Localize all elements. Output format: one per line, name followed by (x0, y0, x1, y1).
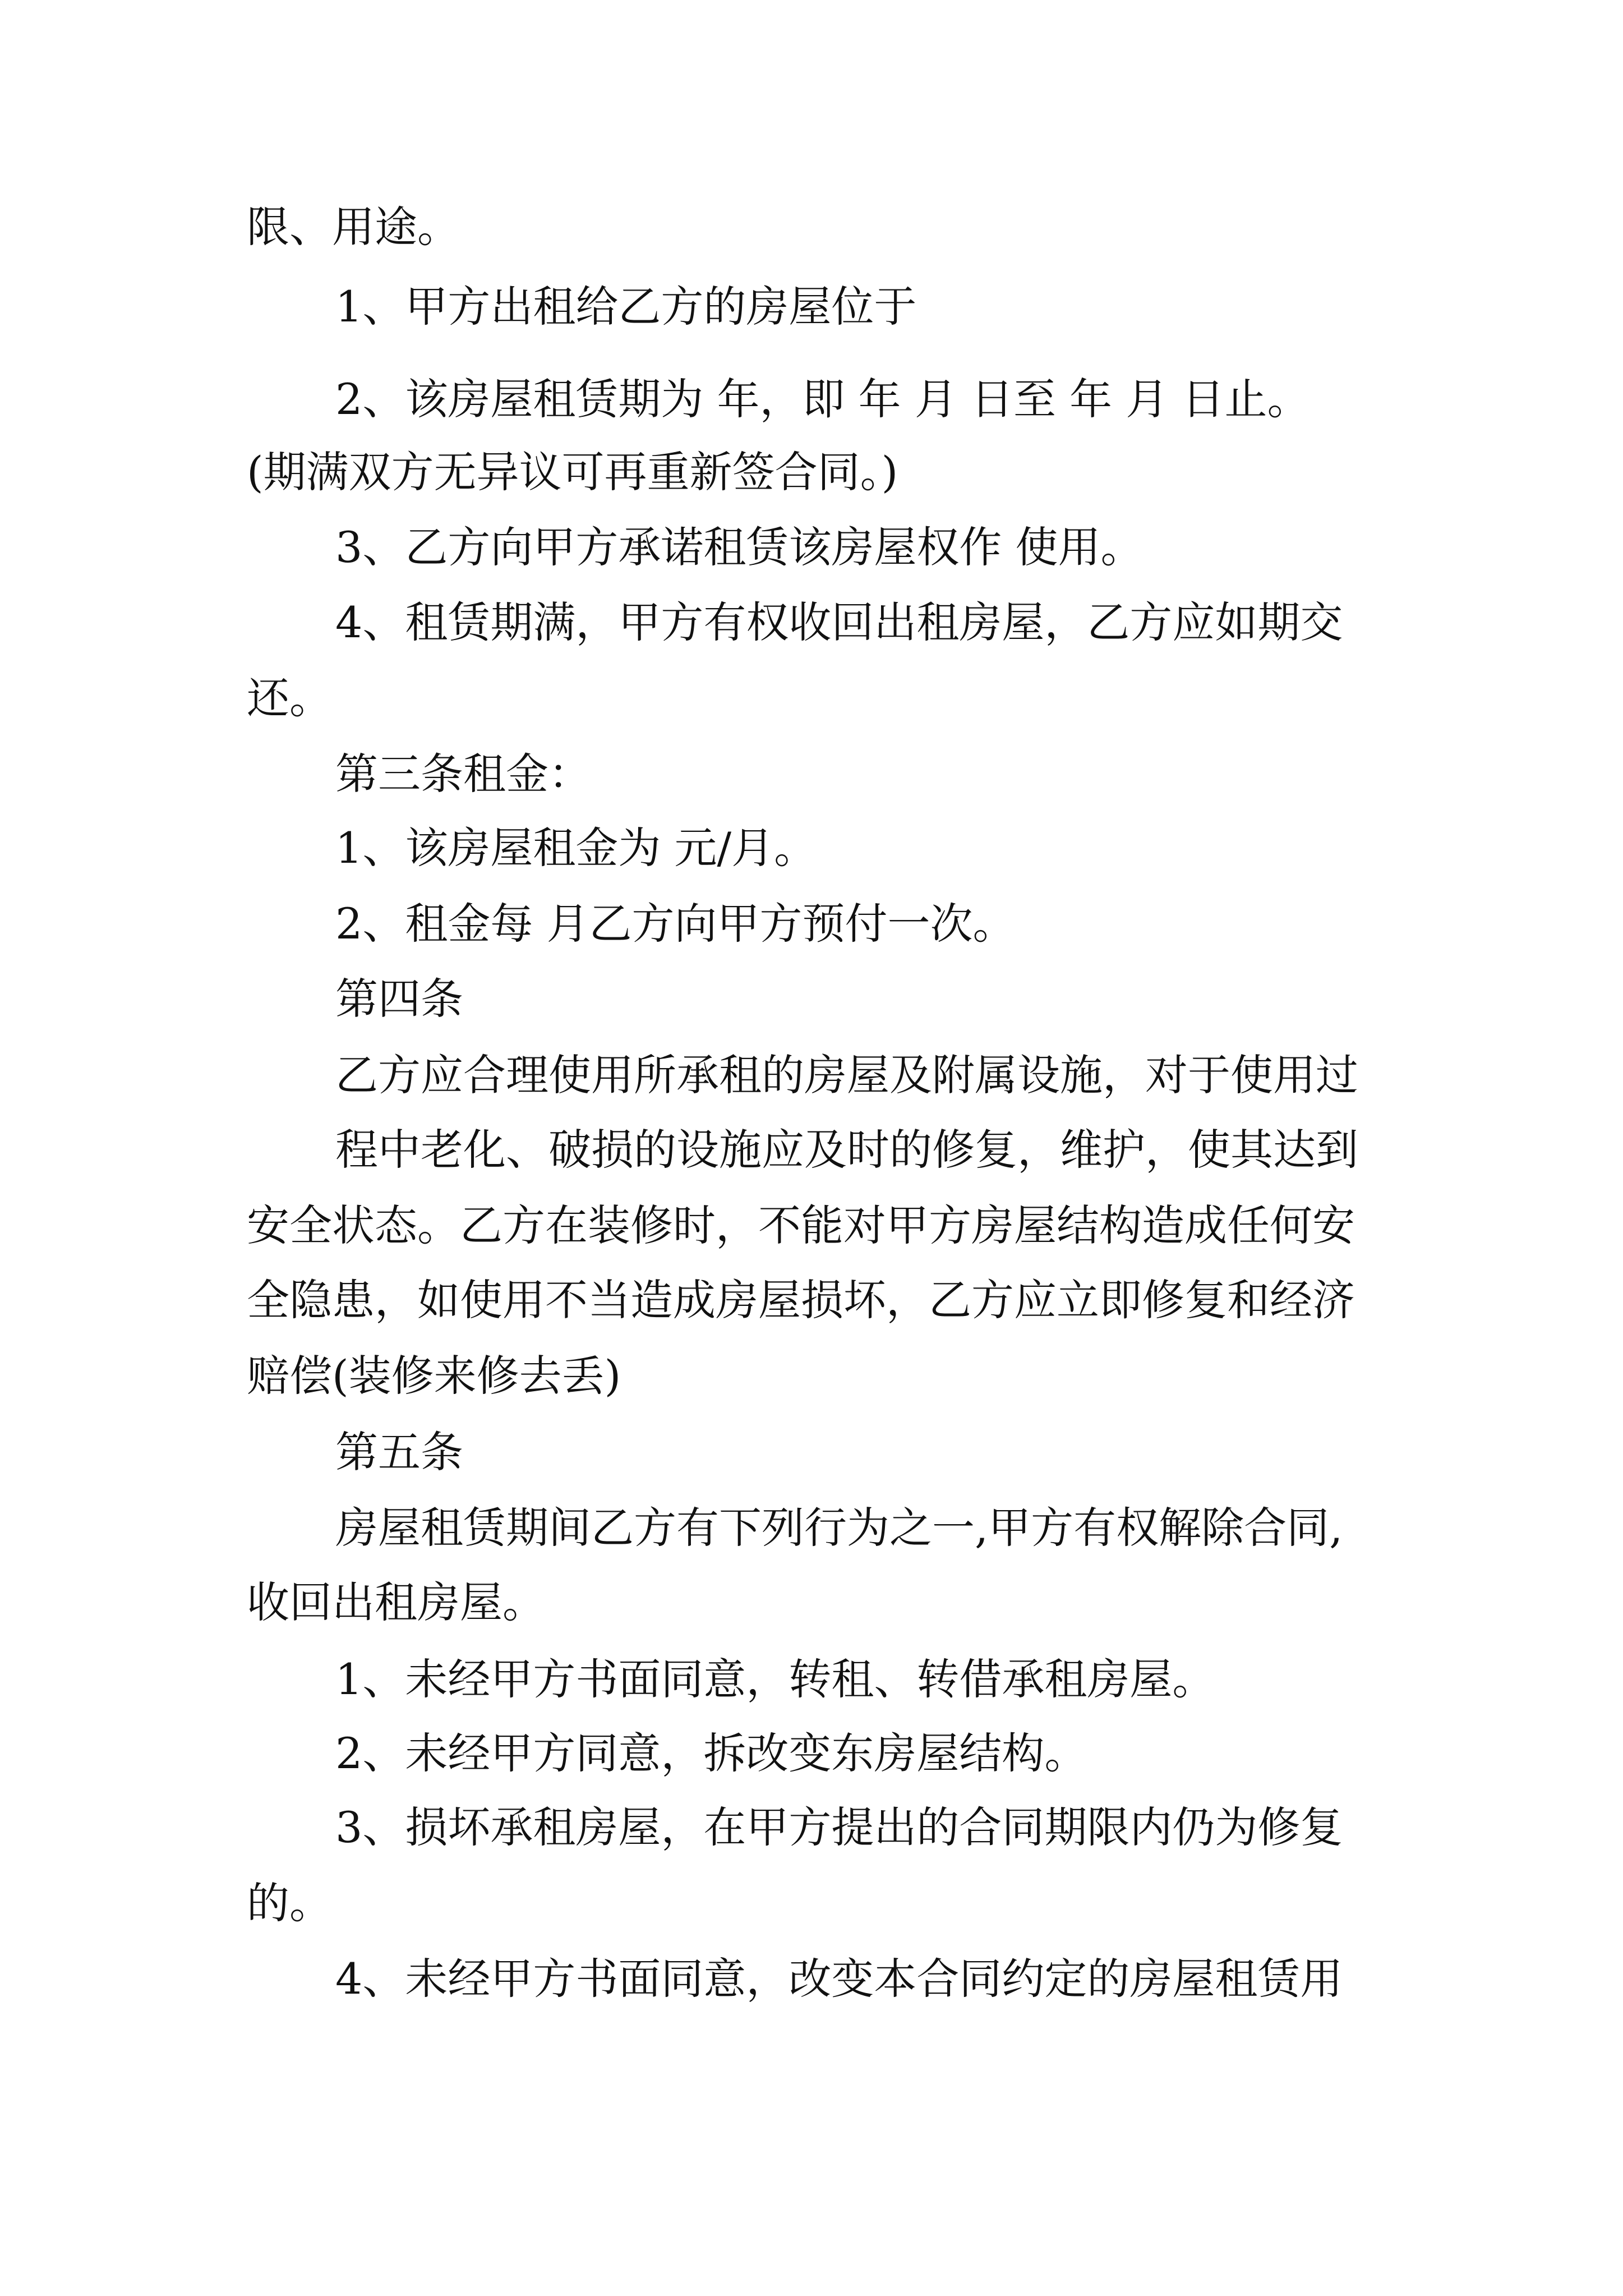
text-line-20: 1、未经甲方书面同意，转租、转借承租房屋。 (335, 1654, 1215, 1704)
text-line-22: 3、损坏承租房屋，在甲方提出的合同期限内仍为修复 (335, 1802, 1343, 1852)
text-line-18: 房屋租赁期间乙方有下列行为之一,甲方有权解除合同, (335, 1503, 1343, 1553)
text-line-5: 3、乙方向甲方承诺租赁该房屋权作 使用。 (335, 522, 1144, 572)
text-line-21: 2、未经甲方同意，拆改变东房屋结构。 (335, 1728, 1087, 1778)
text-line-3: 2、该房屋租赁期为 年，即 年 月 日至 年 月 日止。 (335, 374, 1310, 424)
text-line-11: 第四条 (335, 974, 463, 1024)
text-line-2: 1、甲方出租给乙方的房屋位于 (335, 282, 917, 332)
text-line-16: 赔偿(装修来修去丢) (247, 1351, 621, 1401)
text-line-14: 安全状态。乙方在装修时，不能对甲方房屋结构造成任何安 (247, 1200, 1355, 1250)
text-line-10: 2、租金每 月乙方向甲方预付一次。 (335, 899, 1016, 949)
text-line-6: 4、租赁期满，甲方有权收回出租房屋，乙方应如期交 (335, 597, 1343, 647)
text-line-13: 程中老化、破损的设施应及时的修复，维护，使其达到 (335, 1125, 1358, 1175)
text-line-9: 1、该房屋租金为 元/月。 (335, 823, 817, 873)
text-line-1: 限、用途。 (247, 202, 460, 252)
text-line-8: 第三条租金： (335, 749, 591, 799)
text-line-19: 收回出租房屋。 (247, 1577, 545, 1627)
text-line-12: 乙方应合理使用所承租的房屋及附属设施，对于使用过 (335, 1050, 1358, 1100)
text-line-15: 全隐患，如使用不当造成房屋损坏，乙方应立即修复和经济 (247, 1275, 1355, 1325)
text-line-4: (期满双方无异议可再重新签合同。) (247, 447, 898, 497)
text-line-17: 第五条 (335, 1427, 463, 1477)
text-line-23: 的。 (247, 1878, 332, 1928)
text-line-24: 4、未经甲方书面同意，改变本合同约定的房屋租赁用 (335, 1954, 1343, 2004)
text-line-7: 还。 (247, 673, 332, 723)
